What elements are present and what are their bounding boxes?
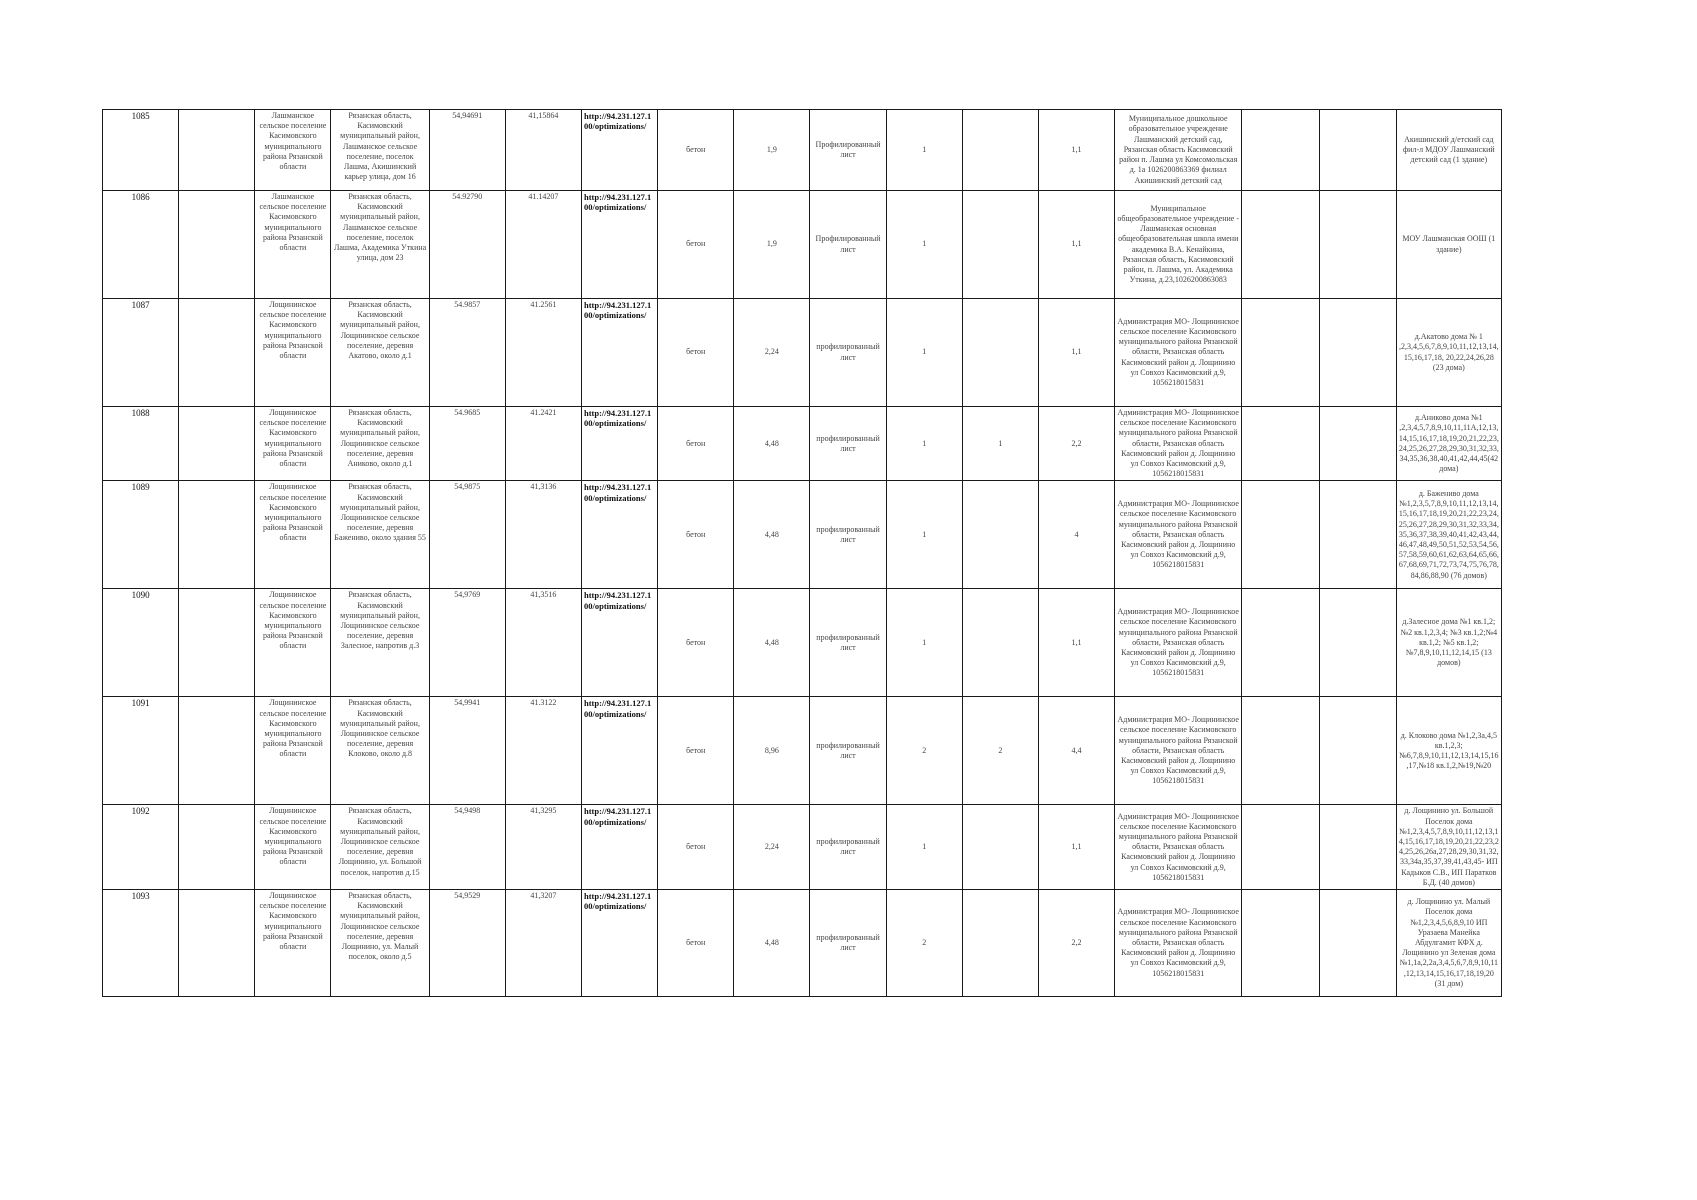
cell-containers: 1 — [886, 481, 962, 589]
cell-settlement: Лощининское сельское поселение Касимовского муниципального района Рязанской области — [255, 589, 331, 697]
cell-surface: бетон — [658, 407, 734, 481]
cell-address: Рязанская область, Касимовский муниципальный район, Лощининское сельское поселение, деревня Залесное, напротив д.3 — [331, 589, 429, 697]
cell-settlement: Лощининское сельское поселение Касимовского муниципального района Рязанской области — [255, 697, 331, 805]
cell-area: 1,9 — [734, 110, 810, 191]
cell-url: http://94.231.127.100/optimizations/ — [581, 407, 657, 481]
cell-url: http://94.231.127.100/optimizations/ — [581, 697, 657, 805]
cell-settlement: Лашманское сельское поселение Касимовского муниципального района Рязанской области — [255, 191, 331, 299]
cell-area: 2,24 — [734, 299, 810, 407]
cell-empty — [1242, 299, 1319, 407]
cell-empty — [1242, 407, 1319, 481]
cell-empty — [179, 481, 255, 589]
cell-lon: 41,3207 — [505, 890, 581, 997]
cell-area: 4,48 — [734, 407, 810, 481]
cell-settlement: Лощининское сельское поселение Касимовского муниципального района Рязанской области — [255, 481, 331, 589]
cell-lat: 54.9857 — [429, 299, 505, 407]
cell-volume: 1,1 — [1038, 299, 1114, 407]
cell-fence: профилированный лист — [810, 299, 886, 407]
cell-surface: бетон — [658, 890, 734, 997]
table-row — [103, 481, 1502, 589]
cell-empty — [179, 299, 255, 407]
table-row — [103, 407, 1502, 481]
table-row — [103, 805, 1502, 890]
cell-empty — [1319, 110, 1396, 191]
cell-address: Рязанская область, Касимовский муниципальный район, Лощининское сельское поселение, деревня Лощинино, ул. Малый поселок, около д.5 — [331, 890, 429, 997]
cell-empty — [1319, 805, 1396, 890]
cell-surface: бетон — [658, 697, 734, 805]
cell-lat: 54.92790 — [429, 191, 505, 299]
cell-fence: профилированный лист — [810, 805, 886, 890]
cell-lon: 41,3136 — [505, 481, 581, 589]
cell-containers: 2 — [886, 697, 962, 805]
cell-settlement: Лощининское сельское поселение Касимовского муниципального района Рязанской области — [255, 890, 331, 997]
cell-address: Рязанская область, Касимовский муниципальный район, Лощининское сельское поселение, деревня Клоково, около д.8 — [331, 697, 429, 805]
cell-area: 8,96 — [734, 697, 810, 805]
cell-containers2 — [962, 191, 1038, 299]
cell-id: 1092 — [103, 805, 179, 890]
cell-address: Рязанская область, Касимовский муниципальный район, Лашманское сельское поселение, поселок Лашма, Акишинский карьер улица, дом 16 — [331, 110, 429, 191]
cell-surface: бетон — [658, 110, 734, 191]
table-row — [103, 589, 1502, 697]
cell-owner: Администрация МО- Лощининское сельское поселение Касимовского муниципального района Рязанской области, Рязанская область Касимовский район д. Лощинино ул Совхоз Касимовский д.9, 1056218015831 — [1115, 481, 1242, 589]
table-row — [103, 110, 1502, 191]
cell-lat: 54,9875 — [429, 481, 505, 589]
cell-url: http://94.231.127.100/optimizations/ — [581, 191, 657, 299]
cell-url: http://94.231.127.100/optimizations/ — [581, 589, 657, 697]
cell-surface: бетон — [658, 481, 734, 589]
cell-lat: 54,9529 — [429, 890, 505, 997]
cell-empty — [1319, 481, 1396, 589]
cell-containers: 1 — [886, 805, 962, 890]
cell-volume: 1,1 — [1038, 191, 1114, 299]
cell-lon: 41,3295 — [505, 805, 581, 890]
cell-lon: 41,15864 — [505, 110, 581, 191]
cell-containers: 1 — [886, 589, 962, 697]
cell-volume: 4 — [1038, 481, 1114, 589]
cell-owner: Администрация МО- Лощининское сельское поселение Касимовского муниципального района Рязанской области, Рязанская область Касимовский район д. Лощинино ул Совхоз Касимовский д.9, 1056218015831 — [1115, 589, 1242, 697]
cell-empty — [179, 407, 255, 481]
cell-empty — [1319, 191, 1396, 299]
cell-sources: МОУ Лашманская ООШ (1 здание) — [1396, 191, 1501, 299]
cell-owner: Муниципальное общеобразовательное учреждение - Лашманская основная общеобразовательная школа имени академика В.А. Кенайкина, Рязанская область, Касимовский район, п. Лашма, ул. Академика Уткина, д.23,1026200863083 — [1115, 191, 1242, 299]
cell-address: Рязанская область, Касимовский муниципальный район, Лощининское сельское поселение, деревня Акатово, около д.1 — [331, 299, 429, 407]
cell-empty — [179, 890, 255, 997]
cell-settlement: Лашманское сельское поселение Касимовского муниципального района Рязанской области — [255, 110, 331, 191]
cell-lon: 41,3516 — [505, 589, 581, 697]
cell-empty — [179, 697, 255, 805]
cell-fence: профилированный лист — [810, 481, 886, 589]
cell-empty — [1319, 299, 1396, 407]
cell-empty — [1242, 481, 1319, 589]
cell-volume: 4,4 — [1038, 697, 1114, 805]
cell-url: http://94.231.127.100/optimizations/ — [581, 805, 657, 890]
cell-area: 4,48 — [734, 890, 810, 997]
cell-id: 1091 — [103, 697, 179, 805]
cell-lat: 54,9498 — [429, 805, 505, 890]
cell-fence: Профилированный лист — [810, 110, 886, 191]
cell-empty — [1319, 890, 1396, 997]
cell-address: Рязанская область, Касимовский муниципальный район, Лощининское сельское поселение, деревня Аниково, около д.1 — [331, 407, 429, 481]
cell-containers2: 1 — [962, 407, 1038, 481]
cell-owner: Администрация МО- Лощининское сельское поселение Касимовского муниципального района Рязанской области, Рязанская область Касимовский район д. Лощинино ул Совхоз Касимовский д.9, 1056218015831 — [1115, 890, 1242, 997]
cell-url: http://94.231.127.100/optimizations/ — [581, 481, 657, 589]
cell-url: http://94.231.127.100/optimizations/ — [581, 890, 657, 997]
cell-url: http://94.231.127.100/optimizations/ — [581, 299, 657, 407]
cell-sources: д.Аниково дома №1 ,2,3,4,5,7,8,9,10,11,11А,12,13,14,15,16,17,18,19,20,21,22,23,24,25,26,27,28,29,30,31,32,33,34,35,36,38,40,41,42,44,45(42 дома) — [1396, 407, 1501, 481]
cell-area: 4,48 — [734, 481, 810, 589]
cell-empty — [1319, 407, 1396, 481]
cell-containers: 1 — [886, 191, 962, 299]
cell-lon: 41.2561 — [505, 299, 581, 407]
cell-id: 1093 — [103, 890, 179, 997]
cell-empty — [179, 191, 255, 299]
cell-owner: Администрация МО- Лощининское сельское поселение Касимовского муниципального района Рязанской области, Рязанская область Касимовский район д. Лощинино ул Совхоз Касимовский д.9, 1056218015831 — [1115, 805, 1242, 890]
cell-containers2: 2 — [962, 697, 1038, 805]
cell-lon: 41.3122 — [505, 697, 581, 805]
cell-settlement: Лощининское сельское поселение Касимовского муниципального района Рязанской области — [255, 407, 331, 481]
cell-owner: Муниципальное дошкольное образовательное учреждение Лашманский детский сад, Рязанская область Касимовский район п. Лашма ул Комсомольская д. 1а 1026200863369 филиал Акишинский детский сад — [1115, 110, 1242, 191]
cell-owner: Администрация МО- Лощининское сельское поселение Касимовского муниципального района Рязанской области, Рязанская область Касимовский район д. Лощинино ул Совхоз Касимовский д.9, 1056218015831 — [1115, 697, 1242, 805]
cell-surface: бетон — [658, 805, 734, 890]
cell-volume: 2,2 — [1038, 890, 1114, 997]
table-row — [103, 697, 1502, 805]
cell-sources: д. Лощинино ул. Большой Поселок дома №1,2,3,4,5,7,8,9,10,11,12,13,14,15,16,17,18,19,20,21,22,23,24,25,26,26а,27,28,29,30,31,32,33,34а,35,37,39,41,43,45- ИП Кадыков С.В., ИП Паратков Б.Д. (40 домов) — [1396, 805, 1501, 890]
cell-sources: д.Акатово дома № 1 ,2,3,4,5,6,7,8,9,10,11,12,13,14,15,16,17,18, 20,22,24,26,28 (23 дома) — [1396, 299, 1501, 407]
cell-sources: д. Клоково дома №1,2,3а,4,5 кв.1,2,3; №6,7,8,9,10,11,12,13,14,15,16,17,№18 кв.1,2,№19,№20 — [1396, 697, 1501, 805]
cell-surface: бетон — [658, 191, 734, 299]
cell-containers2 — [962, 110, 1038, 191]
cell-empty — [1242, 110, 1319, 191]
table-row — [103, 299, 1502, 407]
cell-sources: д.Залесное дома №1 кв.1,2; №2 кв.1,2,3,4; №3 кв.1,2;№4 кв.1,2; №5 кв.1,2; №7,8,9,10,11,12,14,15 (13 домов) — [1396, 589, 1501, 697]
cell-surface: бетон — [658, 299, 734, 407]
cell-lat: 54.9685 — [429, 407, 505, 481]
cell-volume: 1,1 — [1038, 110, 1114, 191]
cell-owner: Администрация МО- Лощининское сельское поселение Касимовского муниципального района Рязанской области, Рязанская область Касимовский район д. Лощинино ул Совхоз Касимовский д.9, 1056218015831 — [1115, 407, 1242, 481]
cell-area: 1,9 — [734, 191, 810, 299]
cell-id: 1088 — [103, 407, 179, 481]
cell-empty — [1242, 589, 1319, 697]
cell-url: http://94.231.127.100/optimizations/ — [581, 110, 657, 191]
cell-empty — [1319, 589, 1396, 697]
cell-lat: 54,94691 — [429, 110, 505, 191]
cell-address: Рязанская область, Касимовский муниципальный район, Лашманское сельское поселение, поселок Лашма, Академика Уткина улица, дом 23 — [331, 191, 429, 299]
cell-owner: Администрация МО- Лощининское сельское поселение Касимовского муниципального района Рязанской области, Рязанская область Касимовский район д. Лощинино ул Совхоз Касимовский д.9, 1056218015831 — [1115, 299, 1242, 407]
cell-id: 1089 — [103, 481, 179, 589]
table-row — [103, 191, 1502, 299]
cell-lon: 41.2421 — [505, 407, 581, 481]
cell-sources: д. Бажениво дома №1,2,3,5,7,8,9,10,11,12,13,14,15,16,17,18,19,20,21,22,23,24,25,26,27,28,29,30,31,32,33,34,35,36,37,38,39,40,41,42,43,44,46,47,48,49,50,51,52,53,54,56,57,58,59,60,61,62,63,64,65,66,67,68,69,71,72,73,74,75,76,78,84,86,88,90 (76 домов) — [1396, 481, 1501, 589]
cell-fence: профилированный лист — [810, 890, 886, 997]
cell-containers: 1 — [886, 407, 962, 481]
cell-containers2 — [962, 299, 1038, 407]
cell-containers2 — [962, 805, 1038, 890]
cell-lon: 41.14207 — [505, 191, 581, 299]
cell-id: 1085 — [103, 110, 179, 191]
cell-id: 1086 — [103, 191, 179, 299]
cell-sources: д. Лощинино ул. Малый Поселок дома №1,2,3,4,5,6,8,9,10 ИП Уразаева Манейка Абдулгамит КФХ д. Лощинино ул Зеленая дома №1,1а,2,2а,3,4,5,6,7,8,9,10,11,12,13,14,15,16,17,18,19,20 (31 дом) — [1396, 890, 1501, 997]
cell-id: 1087 — [103, 299, 179, 407]
cell-fence: Профилированный лист — [810, 191, 886, 299]
cell-empty — [1319, 697, 1396, 805]
cell-containers2 — [962, 890, 1038, 997]
cell-empty — [1242, 697, 1319, 805]
cell-fence: профилированный лист — [810, 589, 886, 697]
cell-containers: 2 — [886, 890, 962, 997]
cell-lat: 54,9941 — [429, 697, 505, 805]
cell-volume: 1,1 — [1038, 805, 1114, 890]
table-row — [103, 890, 1502, 997]
cell-volume: 2,2 — [1038, 407, 1114, 481]
cell-lat: 54,9769 — [429, 589, 505, 697]
cell-id: 1090 — [103, 589, 179, 697]
cell-area: 4,48 — [734, 589, 810, 697]
cell-containers2 — [962, 481, 1038, 589]
cell-empty — [179, 110, 255, 191]
cell-volume: 1,1 — [1038, 589, 1114, 697]
cell-containers2 — [962, 589, 1038, 697]
cell-area: 2,24 — [734, 805, 810, 890]
cell-containers: 1 — [886, 110, 962, 191]
cell-empty — [1242, 191, 1319, 299]
cell-empty — [179, 805, 255, 890]
cell-empty — [1242, 805, 1319, 890]
cell-containers: 1 — [886, 299, 962, 407]
cell-settlement: Лощининское сельское поселение Касимовского муниципального района Рязанской области — [255, 299, 331, 407]
cell-sources: Акишинский д/етский сад фил-л МДОУ Лашманский детский сад (1 здание) — [1396, 110, 1501, 191]
container-sites-table — [102, 109, 1502, 997]
cell-fence: профилированный лист — [810, 407, 886, 481]
cell-settlement: Лощининское сельское поселение Касимовского муниципального района Рязанской области — [255, 805, 331, 890]
cell-address: Рязанская область, Касимовский муниципальный район, Лощининское сельское поселение, деревня Лощинино, ул. Большой поселок, напротив д.15 — [331, 805, 429, 890]
cell-empty — [179, 589, 255, 697]
cell-empty — [1242, 890, 1319, 997]
cell-address: Рязанская область, Касимовский муниципальный район, Лощининское сельское поселение, деревня Бажениво, около здания 55 — [331, 481, 429, 589]
cell-surface: бетон — [658, 589, 734, 697]
cell-fence: профилированный лист — [810, 697, 886, 805]
